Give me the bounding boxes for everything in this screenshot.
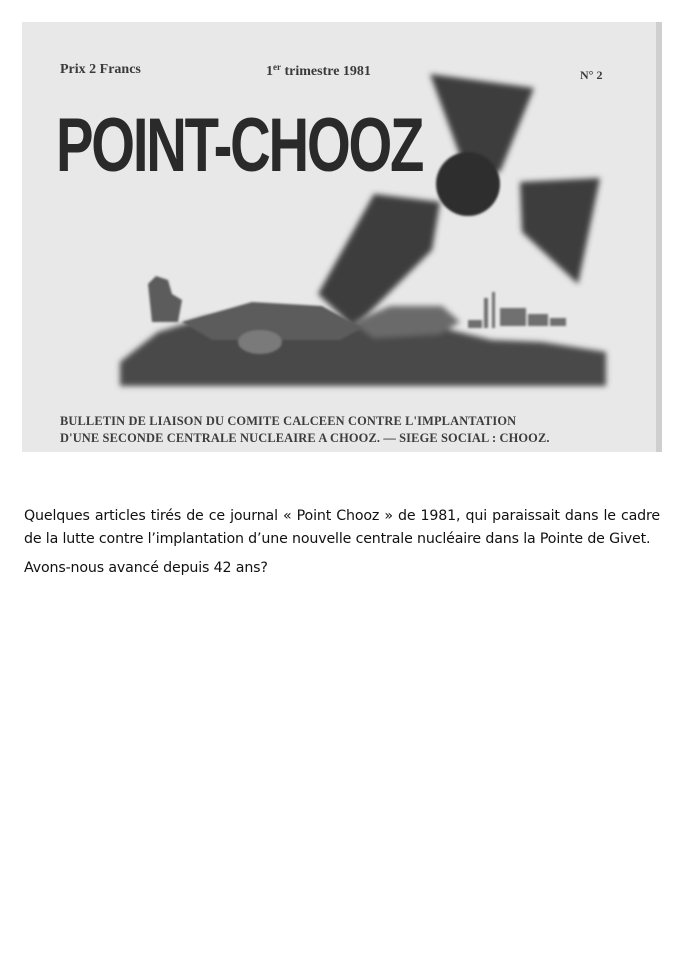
bulletin-subtitle-line-2: D'UNE SECONDE CENTRALE NUCLEAIRE A CHOOZ. — SIEGE SOCIAL : CHOOZ. — [60, 431, 550, 445]
price-label: Prix 2 Francs — [60, 62, 141, 77]
quarter-ordinal-suffix: er — [273, 62, 281, 72]
quarter-rest: trimestre 1981 — [281, 64, 371, 79]
caption-paragraph-1: Quelques articles tirés de ce journal « Point Chooz » de 1981, qui paraissait dans le cadre de la lutte contre l’implantation d’une nouvelle centrale nucléaire dans la Pointe de Givet. — [24, 508, 660, 547]
caption-text — [24, 505, 660, 580]
newspaper-cover-scan — [22, 22, 662, 452]
cover-illustration — [22, 22, 662, 452]
issue-number: N° 2 — [580, 68, 603, 82]
masthead-title: POINT-CHOOZ — [56, 103, 423, 188]
caption-paragraph-2: Avons-nous avancé depuis 42 ans? — [24, 560, 268, 576]
bulletin-subtitle-line-1: BULLETIN DE LIAISON DU COMITE CALCEEN CONTRE L'IMPLANTATION — [60, 414, 517, 428]
quarter-ordinal: 1 — [266, 64, 273, 79]
trefoil-center — [436, 152, 500, 216]
issue-date — [266, 62, 371, 80]
